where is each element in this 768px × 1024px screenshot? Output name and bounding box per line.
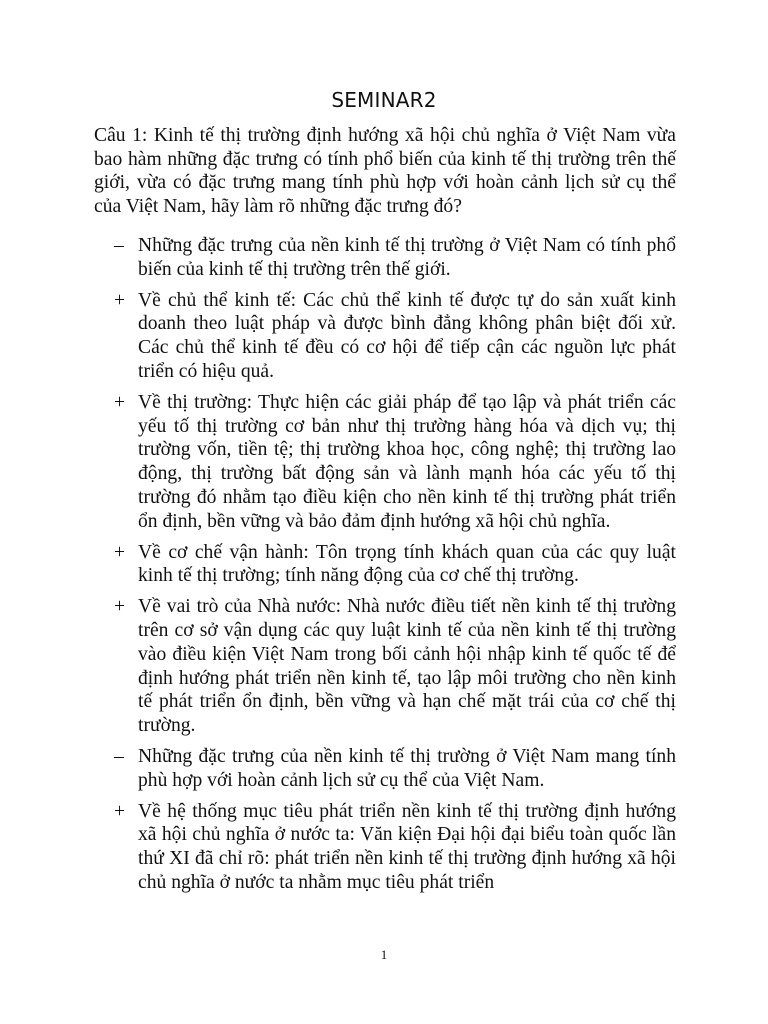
list-item [110, 391, 676, 534]
question-paragraph: Câu 1: Kinh tế thị trường định hướng xã hội chủ nghĩa ở Việt Nam vừa bao hàm những đặc trưng có tính phổ biến của kinh tế thị trường trên thế giới, vừa có đặc trưng mang tính phù hợp với hoàn cảnh lịch sử cụ thể của Việt Nam, hãy làm rõ những đặc trưng đó? [94, 125, 676, 217]
plus-bullet: + [114, 800, 126, 822]
list-item-text: Về vai trò của Nhà nước: Nhà nước điều tiết nền kinh tế thị trường trên cơ sở vận dụng các quy luật kinh tế của nền kinh tế thị trường vào điều kiện Việt Nam trong bối cảnh hội nhập kinh tế quốc tế để định hướng phát triển nền kinh tế, tạo lập môi trường cho nền kinh tế phát triển ổn định, bền vững và hạn chế mặt trái của cơ chế thị trường. [138, 596, 676, 737]
list-item-text: Về thị trường: Thực hiện các giải pháp để tạo lập và phát triển các yếu tố thị trường cơ bản như thị trường hàng hóa và dịch vụ; thị trường vốn, tiền tệ; thị trường khoa học, công nghệ; thị trường lao động, thị trường bất động sản và lành mạnh hóa các yếu tố thị trường đó nhằm tạo điều kiện cho nền kinh tế thị trường phát triển ổn định, bền vững và bảo đảm định hướng xã hội chủ nghĩa. [138, 391, 676, 532]
plus-bullet: + [114, 541, 126, 563]
dash-bullet: – [114, 235, 124, 256]
list-item-text: Về cơ chế vận hành: Tôn trọng tính khách quan của các quy luật kinh tế thị trường; tính năng động của cơ chế thị trường. [138, 541, 676, 587]
plus-bullet: + [114, 596, 126, 618]
list-item [110, 234, 676, 282]
list-item [110, 289, 676, 384]
list-item [110, 595, 676, 738]
document-title: SEMINAR2 [331, 88, 437, 112]
list-item-text: Về hệ thống mục tiêu phát triển nền kinh tế thị trường định hướng xã hội chủ nghĩa ở nước ta: Văn kiện Đại hội đại biểu toàn quốc lần thứ XI đã chỉ rõ: phát triển nền kinh tế thị trường định hướng xã hội chủ nghĩa ở nước ta nhằm mục tiêu phát triển [138, 800, 676, 893]
list-item-text: Những đặc trưng của nền kinh tế thị trường ở Việt Nam có tính phổ biến của kinh tế thị trường trên thế giới. [138, 235, 676, 280]
list-item [110, 800, 676, 895]
page-number: 1 [380, 947, 388, 962]
list-item-text: Những đặc trưng của nền kinh tế thị trường ở Việt Nam mang tính phù hợp với hoàn cảnh lịch sử cụ thể của Việt Nam. [138, 745, 676, 791]
list-item-text: Về chủ thể kinh tế: Các chủ thể kinh tế được tự do sản xuất kinh doanh theo luật pháp và được bình đẳng không phân biệt đối xử. Các chủ thể kinh tế đều có cơ hội để tiếp cận các nguồn lực phát triển có hiệu quả. [138, 289, 676, 382]
answer-list [110, 234, 676, 902]
list-item [110, 541, 676, 589]
plus-bullet: + [114, 289, 126, 311]
dash-bullet: – [114, 745, 124, 767]
plus-bullet: + [114, 391, 126, 413]
list-item [110, 745, 676, 793]
